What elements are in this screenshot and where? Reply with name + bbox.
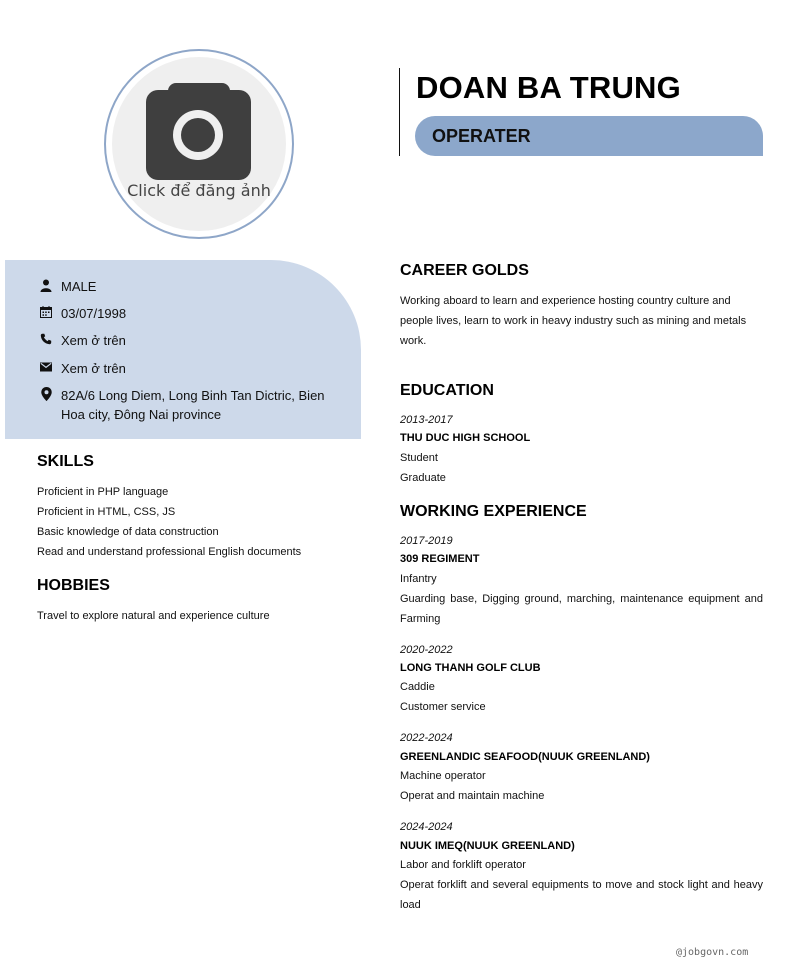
avatar-placeholder[interactable] — [112, 57, 286, 231]
experience-role: Machine operator — [400, 770, 486, 782]
experience-role: Labor and forklift operator — [400, 859, 526, 871]
gender-row — [37, 277, 96, 296]
skill-item: Read and understand professional English documents — [37, 546, 302, 558]
experience-org: GREENLANDIC SEAFOOD(NUUK GREENLAND) — [400, 751, 650, 763]
job-title: OPERATER — [432, 126, 531, 146]
experience-heading: WORKING EXPERIENCE — [400, 503, 587, 520]
experience-role: Infantry — [400, 573, 437, 585]
birthdate-row — [37, 304, 126, 323]
candidate-name: DOAN BA TRUNG — [416, 70, 681, 105]
experience-detail: Operat and maintain machine — [400, 790, 545, 802]
skill-item: Proficient in PHP language — [37, 486, 169, 498]
hobbies-list — [37, 606, 270, 626]
hobby-item: Travel to explore natural and experience culture — [37, 610, 270, 622]
address-value: 82A/6 Long Diem, Long Binh Tan Dictric, Bien Hoa city, Đông Nai province — [61, 388, 325, 422]
education-detail: Graduate — [400, 472, 446, 484]
skill-item: Basic knowledge of data construction — [37, 526, 219, 538]
gender-value: MALE — [61, 279, 97, 294]
header-divider — [399, 68, 400, 156]
education-heading: EDUCATION — [400, 382, 494, 399]
avatar-upload[interactable] — [104, 49, 294, 239]
experience-org: LONG THANH GOLF CLUB — [400, 662, 541, 674]
phone-row — [37, 331, 126, 350]
skills-heading: SKILLS — [37, 453, 94, 470]
avatar-caption: Click để đăng ảnh — [127, 181, 271, 200]
birthdate-value: 03/07/1998 — [61, 306, 127, 321]
experience-detail: Customer service — [400, 701, 486, 713]
skills-list — [37, 482, 301, 562]
career-heading: CAREER GOLDS — [400, 262, 529, 279]
email-value: Xem ở trên — [61, 361, 126, 376]
hobbies-heading: HOBBIES — [37, 577, 110, 594]
experience-period: 2017-2019 — [400, 535, 453, 547]
education-period: 2013-2017 — [400, 414, 453, 426]
education-role: Student — [400, 452, 438, 464]
phone-icon — [37, 331, 55, 347]
experience-org: NUUK IMEQ(NUUK GREENLAND) — [400, 840, 575, 852]
location-pin-icon — [37, 386, 55, 402]
experience-role: Caddie — [400, 681, 435, 693]
skill-item: Proficient in HTML, CSS, JS — [37, 506, 176, 518]
email-row — [37, 359, 126, 378]
phone-value: Xem ở trên — [61, 333, 126, 348]
calendar-icon — [37, 304, 55, 320]
experience-period: 2024-2024 — [400, 821, 453, 833]
watermark: @jobgovn.com — [676, 947, 749, 958]
experience-detail: Guarding base, Digging ground, marching, maintenance equipment and Farming — [400, 593, 763, 625]
address-row — [37, 386, 337, 424]
experience-period: 2022-2024 — [400, 732, 453, 744]
mail-icon — [37, 359, 55, 375]
career-text: Working aboard to learn and experience hosting country culture and people lives, learn to work in heavy industry such as mining and metals work. — [400, 295, 747, 347]
person-icon — [37, 277, 55, 293]
experience-period: 2020-2022 — [400, 644, 453, 656]
experience-detail: Operat forklift and several equipments to move and stock light and heavy load — [400, 879, 763, 911]
experience-org: 309 REGIMENT — [400, 553, 480, 565]
education-school: THU DUC HIGH SCHOOL — [400, 432, 531, 444]
